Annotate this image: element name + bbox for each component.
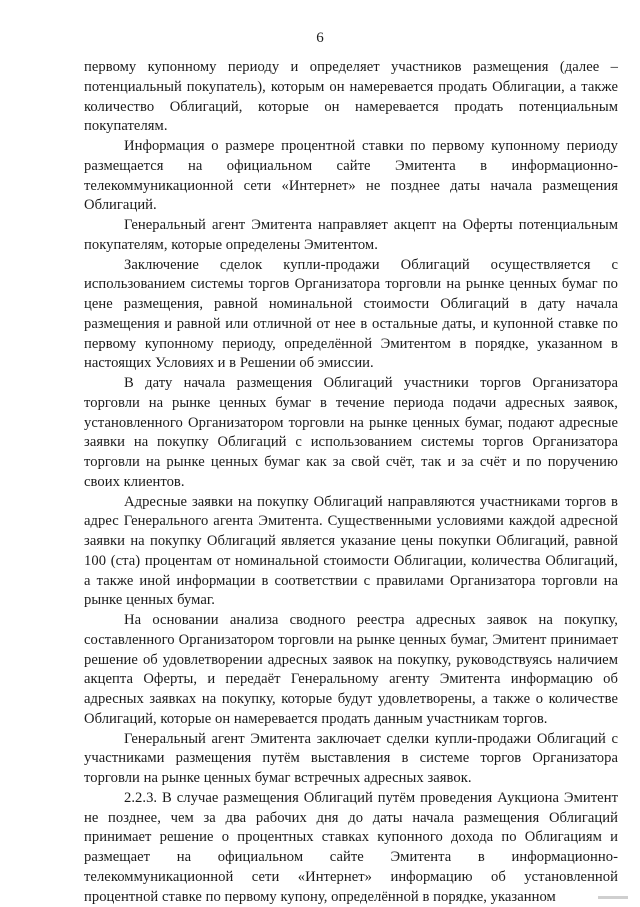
- scan-artifact: [598, 896, 628, 899]
- paragraph-8: Генеральный агент Эмитента заключает сделки купли-продажи Облигаций с участниками размещения путём выставления в системе торгов Организатора торговли на рынке ценных бумаг встречных адресных заявок.: [84, 730, 618, 786]
- paragraph-2: Информация о размере процентной ставки по первому купонному периоду размещается на официальном сайте Эмитента в информационно-телекоммуникационной сети «Интернет» не позднее даты начала размещения Облигаций.: [84, 138, 618, 214]
- paragraph-5: В дату начала размещения Облигаций участники торгов Организатора торговли на рынке ценных бумаг в течение периода подачи адресных заявок, установленного Организатором торговли на рынке ценных бумаг, подают адресные заявки на покупку Облигаций с использованием системы торгов Организатора торговли на рынке ценных бумаг как за свой счёт, так и за счёт и по поручению своих клиентов.: [84, 375, 618, 490]
- paragraph-9: 2.2.3. В случае размещения Облигаций путём проведения Аукциона Эмитент не позднее, чем за два рабочих дня до даты начала размещения Облигаций принимает решение о процентных ставках купонного дохода по Облигациям и размещает на официальном сайте Эмитента в информационно-телекоммуникационной сети «Интернет» информацию об установленной процентной ставке по первому купону, определённой в порядке, указанном: [84, 789, 618, 905]
- document-body: [84, 58, 618, 907]
- paragraph-6: Адресные заявки на покупку Облигаций направляются участниками торгов в адрес Генерального агента Эмитента. Существенными условиями каждой адресной заявки на покупку Облигаций является указание цены покупки Облигаций, равной 100 (ста) процентам от номинальной стоимости Облигации, количества Облигаций, а также иной информации в соответствии с правилами Организатора торговли на рынке ценных бумаг.: [84, 493, 618, 609]
- paragraph-1: первому купонному периоду и определяет участников размещения (далее – потенциальный покупатель), которым он намеревается продать Облигации, а также количество Облигаций, которые он намеревается продать потенциальным покупателям.: [84, 59, 618, 135]
- paragraph-7: На основании анализа сводного реестра адресных заявок на покупку, составленного Организатором торговли на рынке ценных бумаг, Эмитент принимает решение об удовлетворении адресных заявок на покупку, руководствуясь наличием акцепта Оферты, и передаёт Генеральному агенту Эмитента информацию об адресных заявках на покупку, которые будут удовлетворены, а также о количестве Облигаций, которые он намеревается продать данным участникам торгов.: [84, 612, 618, 727]
- page-number: 6: [316, 30, 324, 46]
- paragraph-3: Генеральный агент Эмитента направляет акцепт на Оферты потенциальным покупателям, которые определены Эмитентом.: [84, 217, 618, 253]
- paragraph-4: Заключение сделок купли-продажи Облигаций осуществляется с использованием системы торгов Организатора торговли на рынке ценных бумаг по цене размещения, равной номинальной стоимости Облигаций в дату начала размещения и равной или отличной от нее в остальные даты, и купонной ставке по первому купонному периоду, определённой Эмитентом в порядке, указанном в настоящих Условиях и в Решении об эмиссии.: [84, 256, 618, 372]
